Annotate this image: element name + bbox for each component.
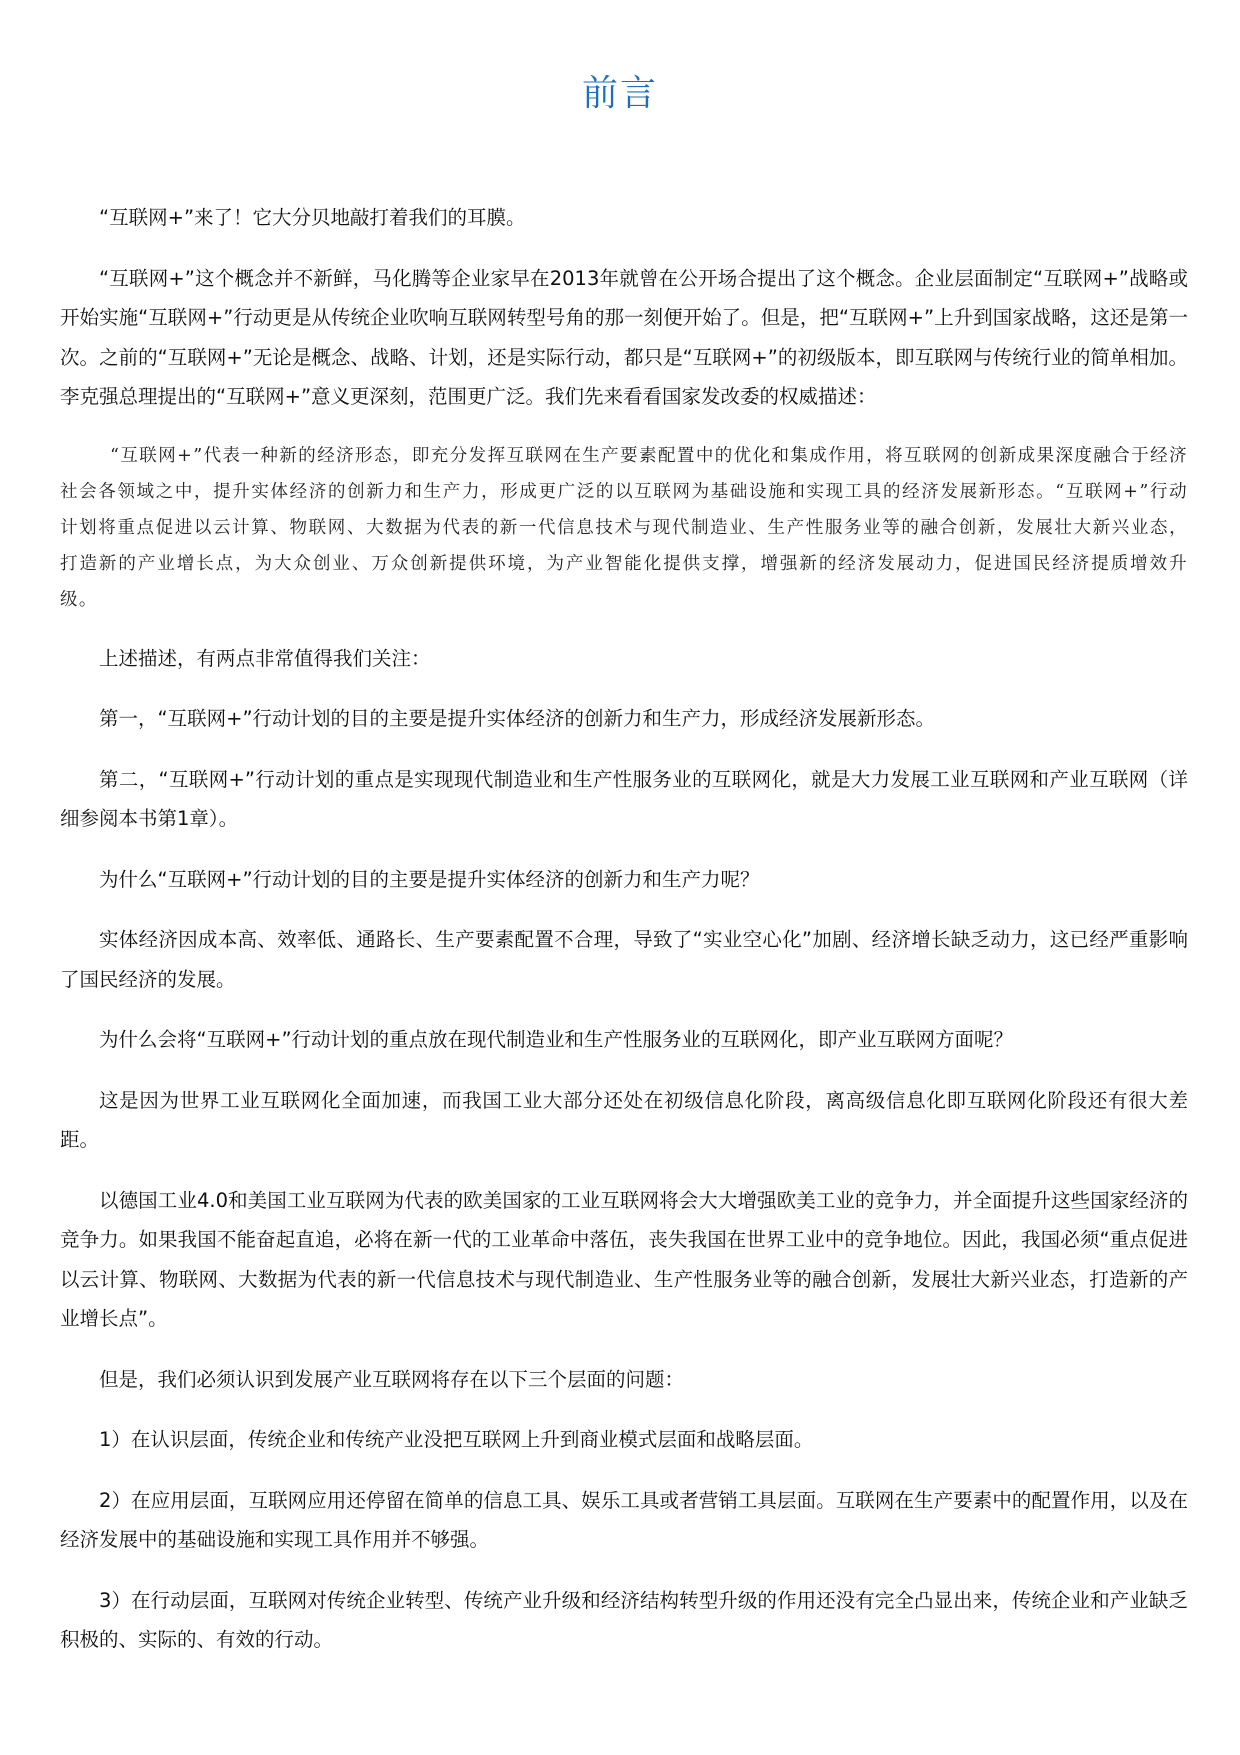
paragraph-concept: “互联网+”这个概念并不新鲜，马化腾等企业家早在2013年就曾在公开场合提出了这个概念。企业层面制定“互联网+”战略或开始实施“互联网+”行动更是从传统企业吹响互联网转型号角的那一刻便开始了。但是，把“互联网+”上升到国家战略，这还是第一次。之前的“互联网+”无论是概念、战略、计划，还是实际行动，都只是“互联网+”的初级版本，即互联网与传统行业的简单相加。李克强总理提出的“互联网+”意义更深刻，范围更广泛。我们先来看看国家发改委的权威描述： bbox=[60, 266, 1188, 408]
paragraph-point-two: 第二，“互联网+”行动计划的重点是实现现代制造业和生产性服务业的互联网化，就是大力发展工业互联网和产业互联网（详细参阅本书第1章）。 bbox=[60, 767, 1188, 830]
page-title: 前言 bbox=[581, 73, 658, 114]
paragraph-question-one: 为什么“互联网+”行动计划的目的主要是提升实体经济的创新力和生产力呢？ bbox=[99, 867, 760, 891]
paragraph-intro: “互联网+”来了！它大分贝地敲打着我们的耳膜。 bbox=[99, 206, 526, 229]
paragraph-industry-competition: 以德国工业4.0和美国工业互联网为代表的欧美国家的工业互联网将会大大增强欧美工业的竞争力，并全面提升这些国家经济的竞争力。如果我国不能奋起直追，必将在新一代的工业革命中落伍，丧失我国在世界工业中的竞争地位。因此，我国必须“重点促进以云计算、物联网、大数据为代表的新一代信息技术与现代制造业、生产性服务业等的融合创新，发展壮大新兴业态，打造新的产业增长点”。 bbox=[60, 1188, 1188, 1330]
body-text bbox=[60, 198, 1188, 1681]
paragraph-level-three: 3）在行动层面，互联网对传统企业转型、传统产业升级和经济结构转型升级的作用还没有完全凸显出来，传统企业和产业缺乏积极的、实际的、有效的行动。 bbox=[60, 1588, 1188, 1651]
paragraph-answer-two: 这是因为世界工业互联网化全面加速，而我国工业大部分还处在初级信息化阶段，离高级信息化即互联网化阶段还有很大差距。 bbox=[60, 1088, 1188, 1151]
quote-ndrc-description: “互联网+”代表一种新的经济形态，即充分发挥互联网在生产要素配置中的优化和集成作用，将互联网的创新成果深度融合于经济社会各领域之中，提升实体经济的创新力和生产力，形成更广泛的以互联网为基础设施和实现工具的经济发展新形态。“互联网+”行动计划将重点促进以云计算、物联网、大数据为代表的新一代信息技术与现代制造业、生产性服务业等的融合创新，发展壮大新兴业态，打造新的产业增长点，为大众创业、万众创新提供环境，为产业智能化提供支撑，增强新的经济发展动力，促进国民经济提质增效升级。 bbox=[60, 445, 1188, 610]
paragraph-question-two: 为什么会将“互联网+”行动计划的重点放在现代制造业和生产性服务业的互联网化，即产业互联网方面呢？ bbox=[99, 1028, 1014, 1051]
paragraph-level-one: 1）在认识层面，传统企业和传统产业没把互联网上升到商业模式层面和战略层面。 bbox=[99, 1428, 814, 1451]
paragraph-answer-one: 实体经济因成本高、效率低、通路长、生产要素配置不合理，导致了“实业空心化”加剧、经济增长缺乏动力，这已经严重影响了国民经济的发展。 bbox=[60, 928, 1188, 991]
paragraph-three-levels: 但是，我们必须认识到发展产业互联网将存在以下三个层面的问题： bbox=[99, 1367, 685, 1391]
paragraph-two-points: 上述描述，有两点非常值得我们关注： bbox=[99, 646, 431, 670]
paragraph-level-two: 2）在应用层面，互联网应用还停留在简单的信息工具、娱乐工具或者营销工具层面。互联网在生产要素中的配置作用，以及在经济发展中的基础设施和实现工具作用并不够强。 bbox=[60, 1488, 1188, 1551]
paragraph-point-one: 第一，“互联网+”行动计划的目的主要是提升实体经济的创新力和生产力，形成经济发展新形态。 bbox=[99, 707, 936, 730]
